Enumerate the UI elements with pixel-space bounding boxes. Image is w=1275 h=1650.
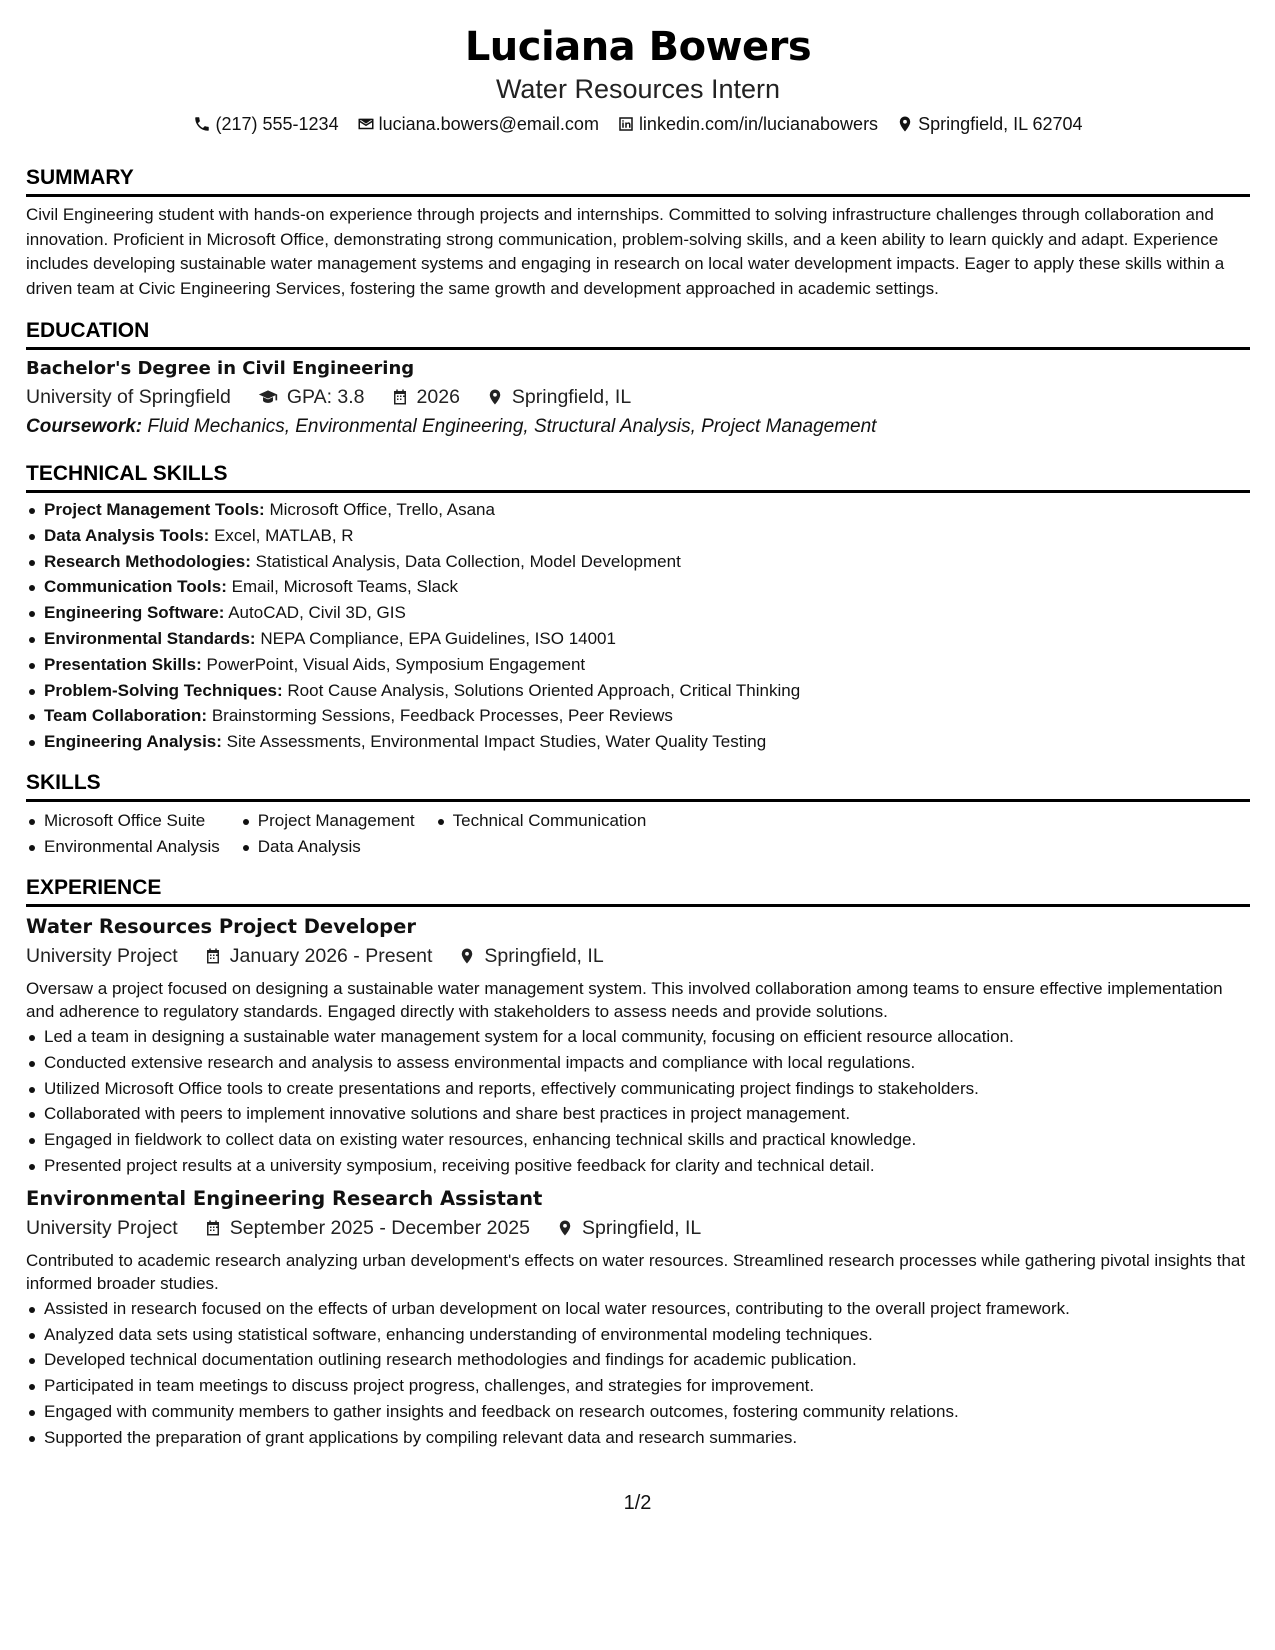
map-pin-icon: [458, 947, 476, 965]
list-item: Engineering Analysis: Site Assessments, Environmental Impact Studies, Water Quality Testing: [26, 729, 1250, 755]
resume-page: [26, 0, 1250, 1451]
coursework-line: [26, 412, 1250, 442]
job-bullets: [26, 1296, 1250, 1451]
resume-header: [26, 22, 1250, 136]
contact-bar: [26, 112, 1250, 136]
list-item: Utilized Microsoft Office tools to create presentations and reports, effectively communicating project findings to stakeholders.: [26, 1076, 1250, 1102]
contact-linkedin[interactable]: [617, 112, 878, 136]
list-item: Project Management Tools: Microsoft Office, Trello, Asana: [26, 497, 1250, 523]
page-number: 1/2: [623, 1492, 652, 1514]
job-location: Springfield, IL: [581, 1216, 702, 1239]
list-item: Assisted in research focused on the effects of urban development on local water resources, contributing to the overall project framework.: [26, 1296, 1250, 1322]
phone-icon: [193, 115, 211, 133]
list-item: Microsoft Office Suite: [26, 808, 220, 834]
phone-text: (217) 555-1234: [215, 114, 339, 134]
list-item: Supported the preparation of grant applications by compiling relevant data and research summaries.: [26, 1425, 1250, 1451]
list-item: Engineering Software: AutoCAD, Civil 3D, GIS: [26, 600, 1250, 626]
list-item: Technical Communication: [435, 808, 647, 834]
list-item: Environmental Standards: NEPA Compliance, EPA Guidelines, ISO 14001: [26, 626, 1250, 652]
technical-skills-heading: TECHNICAL SKILLS: [26, 460, 1250, 493]
list-item: Environmental Analysis: [26, 834, 220, 860]
map-pin-icon: [896, 115, 914, 133]
degree-title: Bachelor's Degree in Civil Engineering: [26, 358, 415, 379]
list-item: Engaged in fieldwork to collect data on existing water resources, enhancing technical skills and practical knowledge.: [26, 1127, 1250, 1153]
skills-column: [240, 808, 415, 860]
list-item: Problem-Solving Techniques: Root Cause Analysis, Solutions Oriented Approach, Critical Thinking: [26, 678, 1250, 704]
skills-grid: [26, 808, 1250, 860]
job-bullets: [26, 1024, 1250, 1179]
list-item: Research Methodologies: Statistical Analysis, Data Collection, Model Development: [26, 549, 1250, 575]
job-entry: [26, 1185, 1250, 1451]
job-title: Environmental Engineering Research Assistant: [26, 1186, 543, 1210]
calendar-icon: [204, 1219, 222, 1237]
school-name: University of Springfield: [26, 386, 231, 408]
summary-heading: SUMMARY: [26, 164, 1250, 197]
calendar-icon: [204, 947, 222, 965]
coursework-label: Coursework:: [26, 416, 143, 437]
job-org: University Project: [26, 1216, 178, 1239]
experience-section: [26, 874, 1250, 1451]
candidate-name: Luciana Bowers: [464, 24, 812, 70]
list-item: Analyzed data sets using statistical software, enhancing understanding of environmental modeling techniques.: [26, 1322, 1250, 1348]
education-meta: [26, 382, 1250, 412]
location-text: Springfield, IL 62704: [918, 114, 1083, 134]
list-item: Presented project results at a university symposium, receiving positive feedback for clarity and technical detail.: [26, 1153, 1250, 1179]
envelope-icon: [357, 115, 375, 133]
skills-column: [26, 808, 220, 860]
list-item: Led a team in designing a sustainable water management system for a local community, focusing on efficient resource allocation.: [26, 1024, 1250, 1050]
job-location: Springfield, IL: [484, 944, 604, 967]
list-item: Developed technical documentation outlining research methodologies and findings for academic publication.: [26, 1347, 1250, 1373]
technical-skills-section: [26, 460, 1250, 755]
list-item: Team Collaboration: Brainstorming Sessions, Feedback Processes, Peer Reviews: [26, 703, 1250, 729]
contact-phone: [193, 112, 338, 136]
job-org: University Project: [26, 944, 178, 967]
skills-heading: SKILLS: [26, 769, 1250, 802]
contact-email[interactable]: [357, 112, 599, 136]
list-item: Communication Tools: Email, Microsoft Teams, Slack: [26, 574, 1250, 600]
list-item: Data Analysis: [240, 834, 415, 860]
graduation-year: 2026: [416, 386, 460, 408]
job-meta: [26, 941, 1250, 971]
calendar-icon: [391, 388, 409, 406]
map-pin-icon: [486, 388, 504, 406]
candidate-title: Water Resources Intern: [495, 74, 781, 104]
map-pin-icon: [556, 1219, 574, 1237]
coursework-list: Fluid Mechanics, Environmental Engineering, Structural Analysis, Project Management: [147, 416, 877, 437]
skills-column: [435, 808, 647, 860]
list-item: Presentation Skills: PowerPoint, Visual Aids, Symposium Engagement: [26, 652, 1250, 678]
list-item: Project Management: [240, 808, 415, 834]
list-item: Participated in team meetings to discuss project progress, challenges, and strategies for improvement.: [26, 1373, 1250, 1399]
job-title: Water Resources Project Developer: [26, 914, 416, 938]
school-location: Springfield, IL: [511, 386, 632, 408]
list-item: Engaged with community members to gather insights and feedback on research outcomes, fostering community relations.: [26, 1399, 1250, 1425]
skills-section: [26, 769, 1250, 860]
job-meta: [26, 1213, 1250, 1243]
list-item: Data Analysis Tools: Excel, MATLAB, R: [26, 523, 1250, 549]
job-description: Oversaw a project focused on designing a sustainable water management system. This involved collaboration among teams to ensure effective implementation and adherence to regulatory standards. Engaged directly with stakeholders to assess needs and provide solutions.: [26, 978, 1223, 1022]
list-item: Conducted extensive research and analysis to assess environmental impacts and compliance with local regulations.: [26, 1050, 1250, 1076]
technical-skills-list: [26, 497, 1250, 755]
experience-heading: EXPERIENCE: [26, 874, 1250, 907]
summary-section: [26, 164, 1250, 301]
gpa-text: GPA: 3.8: [286, 386, 365, 408]
email-link[interactable]: luciana.bowers@email.com: [378, 114, 599, 134]
job-description: Contributed to academic research analyzing urban development's effects on water resources. Streamlined research processes while gathering pivotal insights that informed broader studies.: [26, 1250, 1246, 1294]
job-dates: January 2026 - Present: [229, 944, 433, 967]
linkedin-link[interactable]: linkedin.com/in/lucianabowers: [638, 114, 879, 134]
education-heading: EDUCATION: [26, 317, 1250, 350]
job-entry: [26, 913, 1250, 1179]
education-section: [26, 317, 1250, 442]
summary-text: Civil Engineering student with hands-on experience through projects and internships. Committed to solving infrastructure challenges through collaboration and innovation. Proficient in Microsoft Office, demonstrating strong communication, problem-solving skills, and a keen ability to learn quickly and adapt. Experience includes developing sustainable water management systems and engaging in research on local water development impacts. Eager to apply these skills within a driven team at Civic Engineering Services, fostering the same growth and development approached in academic settings.: [26, 205, 1225, 298]
linkedin-icon: [617, 115, 635, 133]
job-dates: September 2025 - December 2025: [229, 1216, 530, 1239]
graduation-cap-icon: [257, 387, 279, 407]
contact-location: [896, 112, 1082, 136]
list-item: Collaborated with peers to implement innovative solutions and share best practices in project management.: [26, 1101, 1250, 1127]
